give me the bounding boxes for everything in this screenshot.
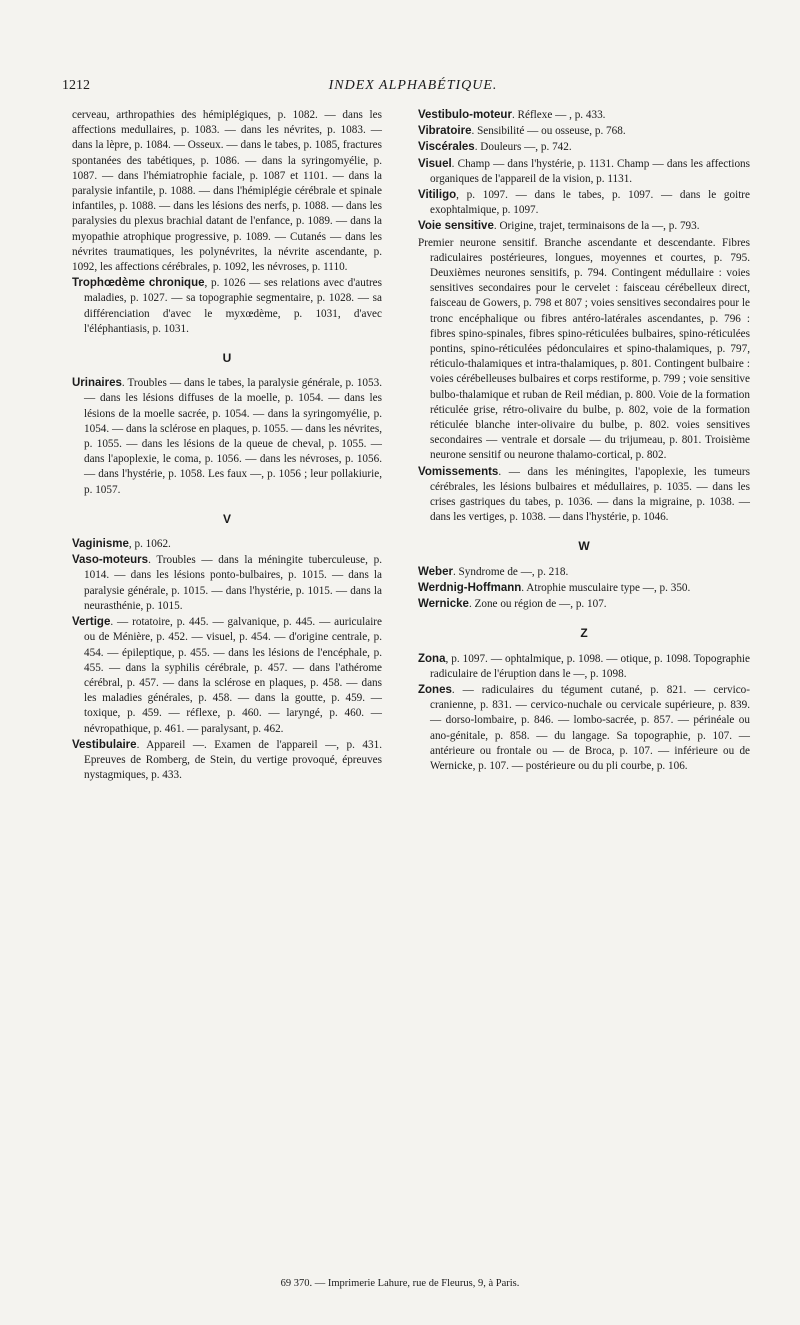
index-entry <box>418 597 750 612</box>
index-entry <box>418 219 750 234</box>
index-headword: Vomissements <box>418 465 499 478</box>
index-references: . Appareil —. Examen de l'appareil —, p. 431. Epreuves de Romberg, de Stein, du vertige provoqué, épreuves nystagmiques, p. 433. <box>84 738 382 782</box>
index-headword: Zona <box>418 652 446 665</box>
index-entry <box>72 553 382 614</box>
index-references: . — radiculaires du tégument cutané, p. 821. — cervico-cranienne, p. 831. — cervico-nuchale ou cervicale supérieure, p. 839. — dorso-lombaire, p. 846. — lombo-sacrée, p. 857. — périnéale ou ano-génitale, p. 858. — du langage. Sa topographie, p. 107. — antérieure ou frontale ou — de Broca, p. 107. — inférieure ou de Wernicke, p. 107. — postérieure ou du pli courbe, p. 106. <box>430 683 750 772</box>
index-references: . Syndrome de —, p. 218. <box>452 565 569 578</box>
index-entry <box>418 581 750 596</box>
index-references: . Origine, trajet, terminaisons de la —, p. 793. <box>493 220 700 233</box>
index-headword: Vitiligo <box>418 189 457 202</box>
index-references: . Réflexe — , p. 433. <box>511 109 606 121</box>
index-entry <box>72 537 382 552</box>
right-column <box>418 108 750 775</box>
sub-entry: Premier neurone sensitif. Branche ascendante et descendante. Fibres radiculaires postérieures, longues, moyennes et courtes, p. 795. Deuxièmes neurones sensitifs, p. 794. Contingent médullaire : voies sensitives secondaires pour le cervelet : faisceau cérébelleux direct, faisceau de Gowers, p. 798 et 807 ; voies sensitives secondaires pour le tronc encéphalique ou fibres antéro-latérales ascendantes, p. 796 : fibres spino-spinales, fibres spino-réticulées bulbaires, spino-réticulées pontins, spino-réticulées pédonculaires et spino-thalamiques, p. 797, réticulo-thalamiques et intra-thalamiques, p. 801. Contingent bulbaire : voies cérébelleuses bulbaires et corps restiforme, p. 799 ; voie sensitive bulbo-thalamique et ruban de Reil médian, p. 800. Voie de la formation réticulée grise, rétro-olivaire du bulbe, p. 802, voie de la formation réticulée blanche inter-olivaire du bulbe, p. 802. voies sensitives secondaires — ventrale et dorsale — du trijumeau, p. 801. Troisième neurone sensitif ou neurone thalamo-cortical, p. 802. <box>418 236 750 462</box>
index-entry <box>418 140 750 155</box>
index-references: . Troubles — dans le tabes, la paralysie générale, p. 1053. — dans les lésions diffuses de la moelle, p. 1054. — dans les lésions de la moelle sacrée, p. 1054. — dans la syringomyélie, p. 1054. — dans la sclérose en plaques, p. 1055. — dans les névrites, p. 1055. — dans les lésions de la queue de cheval, p. 1055. — dans l'apoplexie, le coma, p. 1056. — dans les névroses, p. 1056. — dans l'hystérie, p. 1058. Les faux —, p. 1056 ; leur pollakiurie, p. 1057. <box>84 377 382 496</box>
index-references: . Zone ou région de —, p. 107. <box>468 598 607 611</box>
section-letter: W <box>578 539 590 554</box>
page-number: 1212 <box>62 78 90 93</box>
index-headword: Vertige <box>72 616 111 629</box>
index-entry <box>418 465 750 526</box>
index-entry <box>418 124 750 139</box>
index-references: , p. 1097. — ophtalmique, p. 1098. — otique, p. 1098. Topographie radiculaire de l'éruption dans le —, p. 1098. <box>430 652 750 680</box>
index-entry <box>418 188 750 218</box>
index-entry <box>418 683 750 774</box>
printer-footer: 69 370. — Imprimerie Lahure, rue de Fleurus, 9, à Paris. <box>280 1278 520 1289</box>
index-headword: Vaso-moteurs <box>72 554 149 567</box>
index-headword: Wernicke <box>418 598 469 611</box>
index-headword: Trophœdème chronique <box>72 277 205 290</box>
index-headword: Werdnig-Hoffmann <box>418 581 522 594</box>
index-headword: Viscérales <box>418 141 475 154</box>
section-letter: Z <box>580 626 588 641</box>
continued-entry: cerveau, arthropathies des hémiplégiques, p. 1082. — dans les affections medullaires, p. 1083. — dans les névrites, p. 1083. — dans la lèpre, p. 1084. — Osseux. — dans le tabes, p. 1085, fractures spontanées des tabétiques, p. 1086. — dans la syringomyélie, p. 1087. — dans l'hémiatrophie faciale, p. 1087 et 1101. — dans la paralysie infantile, p. 1088. — dans l'hémiplégie cérébrale et spinale infantiles, p. 1088. — dans les lésions des nerfs, p. 1088. — dans les paralysies du plexus brachial datant de l'enfance, p. 1089. — dans la myopathie atrophique progressive, p. 1089. — Cutanés — dans les névrites traumatiques, les polynévrites, la névrite ascendante, p. 1092, les affections cérébrales, p. 1092, les névroses, p. 1110. <box>72 109 382 274</box>
index-references: . Atrophie musculaire type —, p. 350. <box>521 581 691 594</box>
index-references: , p. 1097. — dans le tabes, p. 1097. — dans le goitre exophtalmique, p. 1097. <box>430 189 750 217</box>
index-references: . Douleurs —, p. 742. <box>474 141 572 154</box>
index-headword: Vestibulo-moteur <box>418 109 512 121</box>
section-letter: U <box>222 351 232 366</box>
index-references: . Champ — dans l'hystérie, p. 1131. Champ — dans les affections organiques de l'appareil de la vision, p. 1131. <box>430 157 750 185</box>
index-references: . — dans les méningites, l'apoplexie, les tumeurs cérébrales, les lésions bulbaires et médullaires, p. 1035. — dans les crises gastriques du tabes, p. 1036. — dans la migraine, p. 1038. — dans les vertiges, p. 1038. — dans l'hystérie, p. 1046. <box>430 465 750 524</box>
section-letter: V <box>222 511 231 526</box>
index-headword: Urinaires <box>72 377 122 390</box>
index-headword: Weber <box>418 565 453 578</box>
index-entry <box>72 615 382 737</box>
index-entry <box>418 565 750 580</box>
index-headword: Zones <box>418 683 452 696</box>
index-entry <box>418 108 750 123</box>
index-headword: Visuel <box>418 157 452 170</box>
index-entry <box>72 376 382 498</box>
index-entry <box>72 738 382 784</box>
index-headword: Vibratoire <box>418 125 472 138</box>
index-references: , p. 1062. <box>128 538 171 551</box>
index-references: , p. 1026 — ses relations avec d'autres maladies, p. 1027. — sa topographie segmentaire, p. 1028. — sa différenciation d'avec le myxœdème, p. 1031, d'avec l'éléphantiasis, p. 1031. <box>84 277 382 335</box>
index-headword: Vaginisme <box>72 538 129 551</box>
left-column <box>72 108 382 784</box>
index-references: . Troubles — dans la méningite tuberculeuse, p. 1014. — dans les lésions ponto-bulbaires, p. 1015. — dans la paralysie générale, p. 1015. — dans l'hystérie, p. 1015. — dans la neurasthénie, p. 1015. <box>84 554 382 612</box>
index-entry <box>72 276 382 337</box>
index-references: . — rotatoire, p. 445. — galvanique, p. 445. — auriculaire ou de Ménière, p. 452. — visuel, p. 454. — d'origine centrale, p. 454. — épileptique, p. 455. — dans les lésions de l'encéphale, p. 455. — dans la syphilis cérébrale, p. 457. — dans l'athérome cérébral, p. 457. — dans la sclérose en plaques, p. 458. — dans les maladies générales, p. 458. — dans la goutte, p. 459. — toxique, p. 459. — réflexe, p. 460. — laryngé, p. 460. — névropathique, p. 461. — paralysant, p. 462. <box>84 616 382 735</box>
index-entry <box>418 652 750 682</box>
index-references: . Sensibilité — ou osseuse, p. 768. <box>471 125 626 138</box>
index-headword: Voie sensitive <box>418 220 494 233</box>
index-headword: Vestibulaire <box>72 738 137 751</box>
page-header <box>62 78 764 98</box>
index-entry <box>418 157 750 187</box>
running-title: INDEX ALPHABÉTIQUE. <box>328 78 498 93</box>
